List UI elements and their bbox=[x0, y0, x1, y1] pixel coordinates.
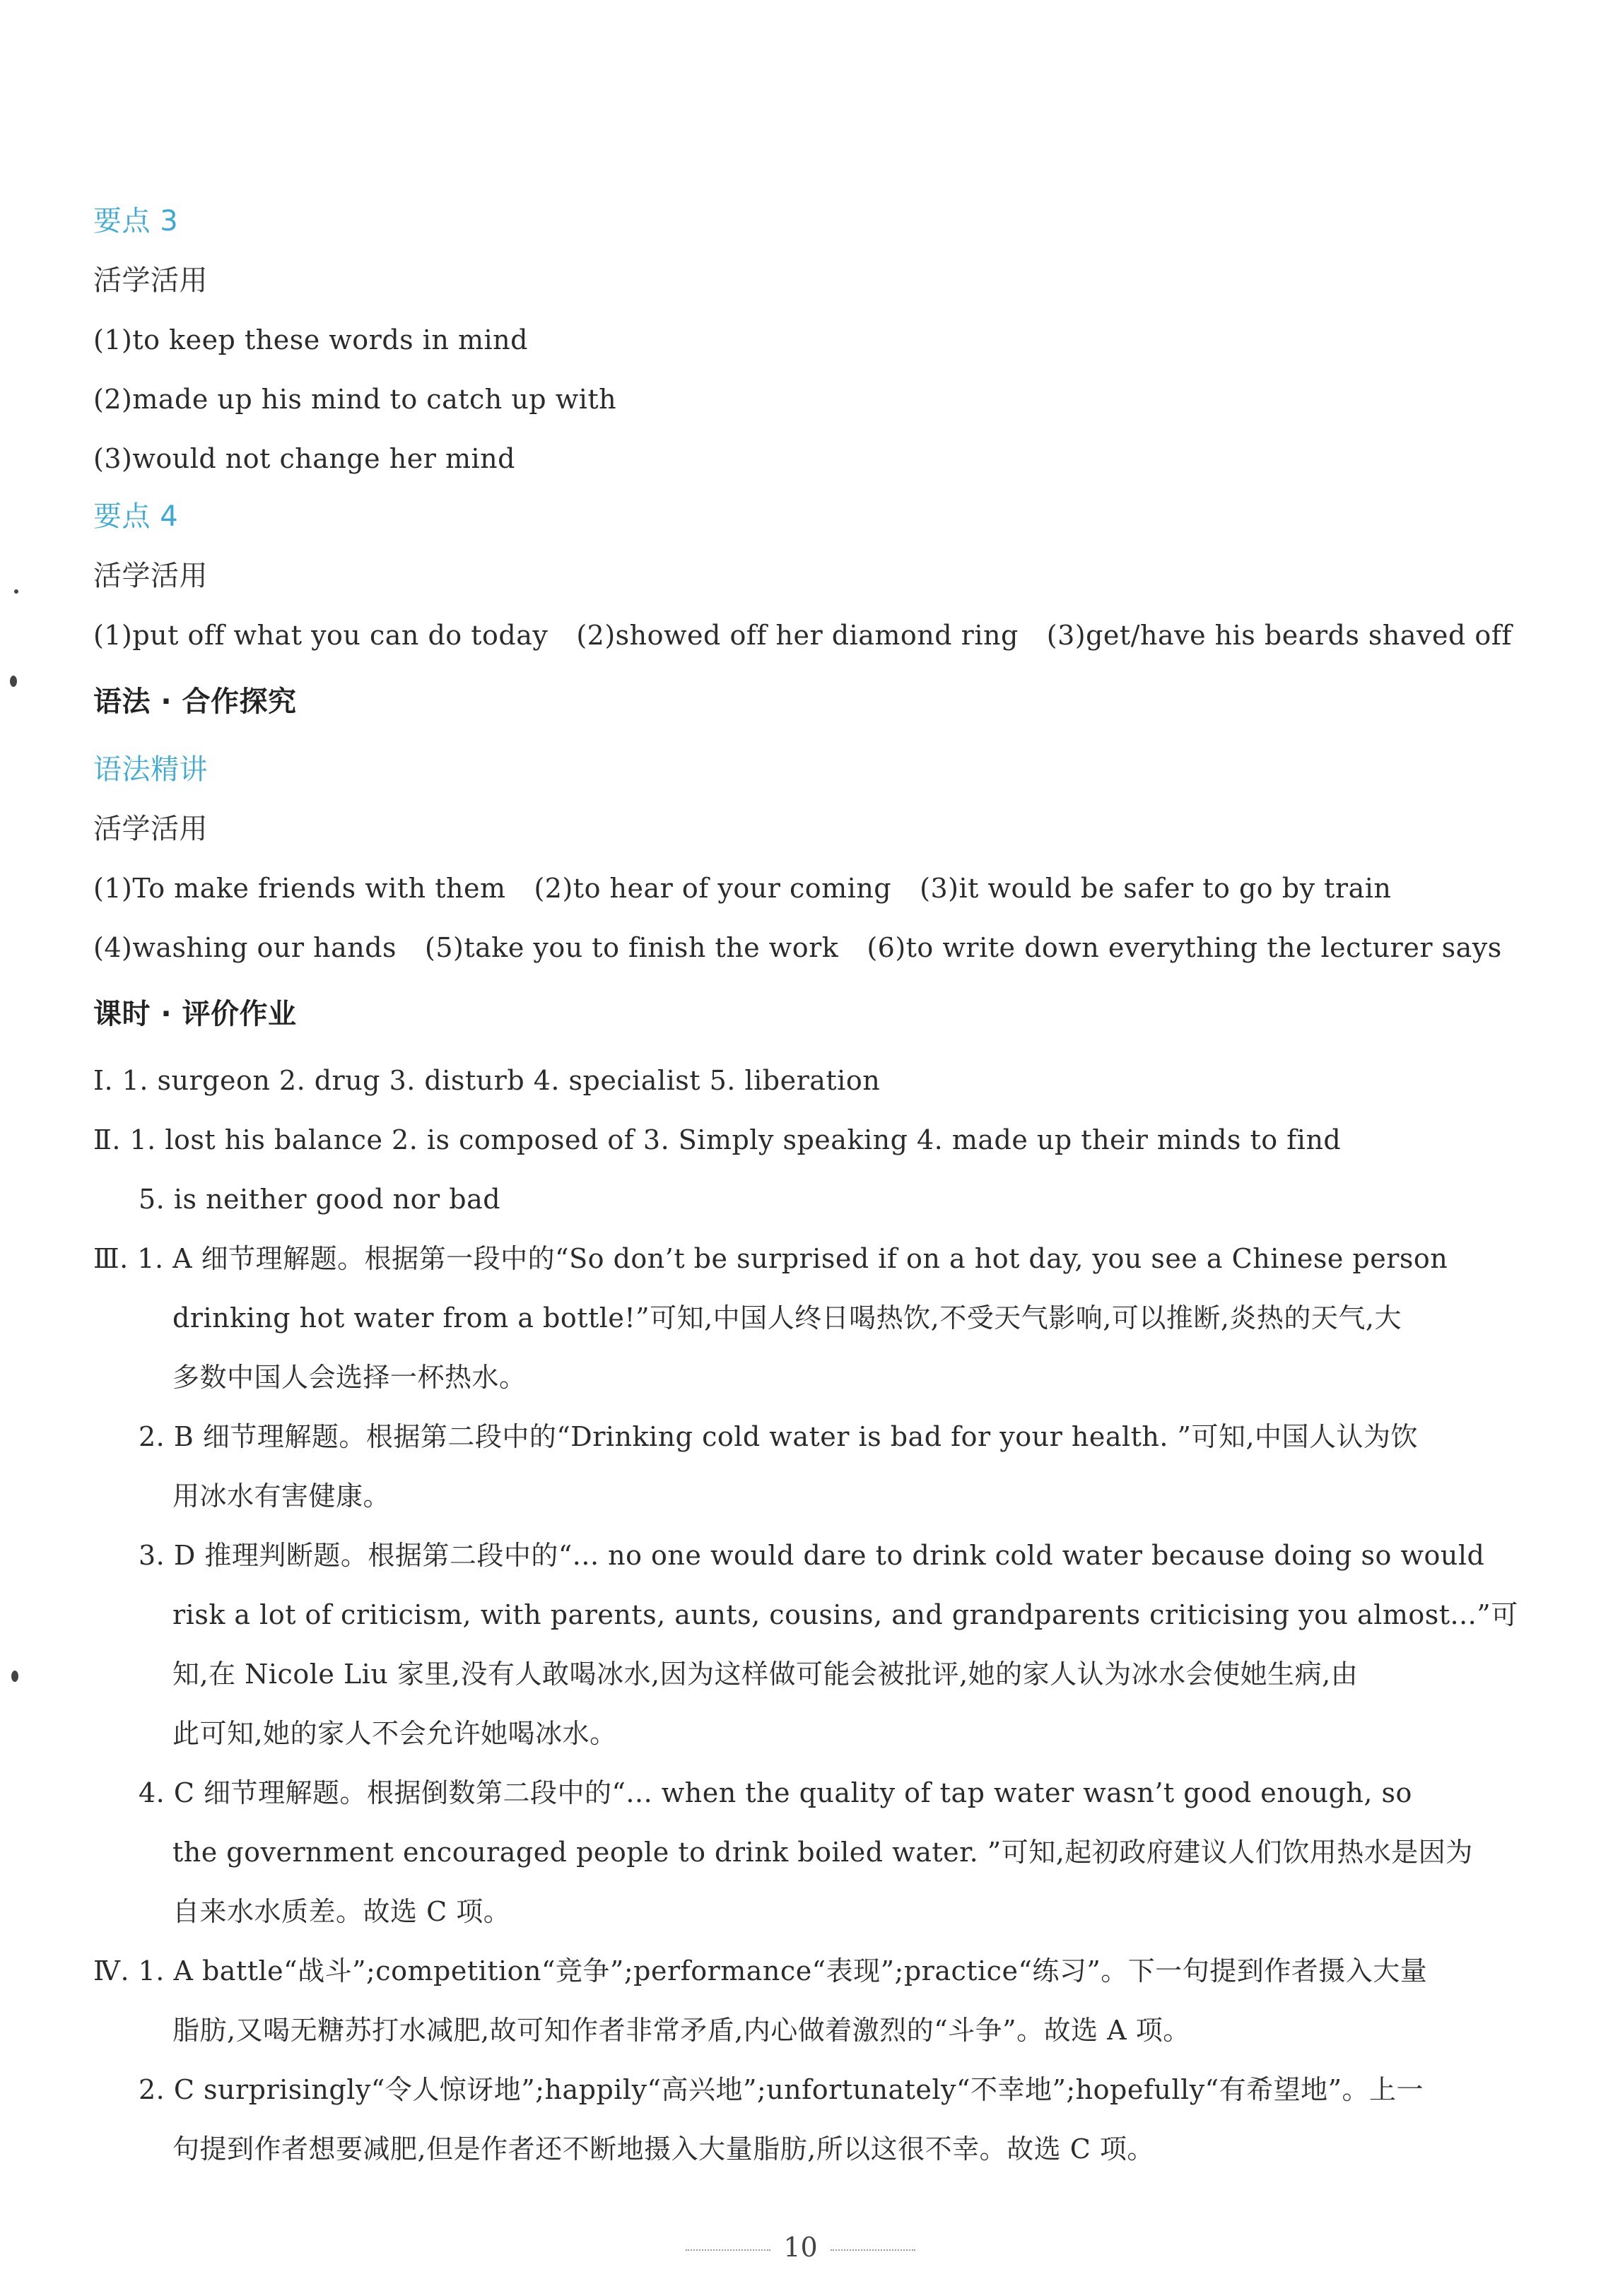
part-iii-q3-line1: 3. D 推理判断题。根据第二段中的“... no one would dare to drink cold water because doing so would bbox=[139, 1540, 1485, 1571]
section-title-homework: 课时 · 评价作业 bbox=[93, 998, 297, 1030]
part-iii-q3-line4: 此可知,她的家人不会允许她喝冰水。 bbox=[172, 1718, 617, 1749]
grammar-answer-6: (6)to write down everything the lecturer says bbox=[867, 932, 1502, 963]
part-iv-q2-line2: 句提到作者想要减肥,但是作者还不断地摄入大量脂肪,所以这很不幸。故选 C 项。 bbox=[172, 2133, 1154, 2165]
grammar-answer-1: (1)To make friends with them bbox=[93, 873, 506, 904]
grammar-answer-5: (5)take you to finish the work bbox=[425, 932, 839, 963]
answer-y3-1: (1)to keep these words in mind bbox=[93, 324, 528, 355]
margin-dot bbox=[14, 589, 18, 594]
answer-y3-3: (3)would not change her mind bbox=[93, 443, 515, 474]
answer-y4-row bbox=[93, 618, 1512, 653]
footer-rule-left bbox=[686, 2249, 770, 2251]
heading-yaodian-4: 要点 4 bbox=[93, 500, 179, 533]
part-iii-q1-line1: Ⅲ. 1. A 细节理解题。根据第一段中的“So don’t be surprised if on a hot day, you see a Chinese person bbox=[93, 1243, 1448, 1274]
label-huoxue-1: 活学活用 bbox=[93, 264, 208, 297]
grammar-row-2 bbox=[93, 930, 1502, 965]
margin-mark-2 bbox=[11, 1671, 18, 1682]
answer-y3-2: (2)made up his mind to catch up with bbox=[93, 384, 617, 415]
grammar-answer-3: (3)it would be safer to go by train bbox=[920, 873, 1392, 904]
part-iii-q2-line2: 用冰水有害健康。 bbox=[172, 1480, 391, 1512]
answer-y4-2: (2)showed off her diamond ring bbox=[576, 620, 1019, 651]
page-number: 10 bbox=[783, 2232, 818, 2263]
grammar-row-1 bbox=[93, 871, 1391, 906]
part-ii-answers-1: Ⅱ. 1. lost his balance 2. is composed of 3. Simply speaking 4. made up their minds to find bbox=[93, 1124, 1342, 1155]
part-iii-q4-line1: 4. C 细节理解题。根据倒数第二段中的“... when the quality of tap water wasn’t good enough, so bbox=[139, 1777, 1412, 1808]
heading-yaodian-3: 要点 3 bbox=[93, 205, 179, 237]
part-iii-q4-line2: the government encouraged people to drink boiled water. ”可知,起初政府建议人们饮用热水是因为 bbox=[172, 1837, 1473, 1868]
section-title-grammar: 语法 · 合作探究 bbox=[93, 685, 297, 718]
part-i-answers: Ⅰ. 1. surgeon 2. drug 3. disturb 4. specialist 5. liberation bbox=[93, 1065, 881, 1096]
page-footer bbox=[0, 2232, 1601, 2263]
label-huoxue-2: 活学活用 bbox=[93, 560, 208, 592]
part-iii-q1-line2: drinking hot water from a bottle!”可知,中国人终日喝热饮,不受天气影响,可以推断,炎热的天气,大 bbox=[172, 1302, 1402, 1334]
grammar-answer-2: (2)to hear of your coming bbox=[534, 873, 892, 904]
answer-y4-1: (1)put off what you can do today bbox=[93, 620, 549, 651]
label-huoxue-3: 活学活用 bbox=[93, 813, 208, 845]
margin-mark-1 bbox=[10, 676, 17, 687]
part-iii-q3-line2: risk a lot of criticism, with parents, aunts, cousins, and grandparents criticising you almost...”可 bbox=[172, 1599, 1518, 1630]
part-iii-q3-line3: 知,在 Nicole Liu 家里,没有人敢喝冰水,因为这样做可能会被批评,她的家人认为冰水会使她生病,由 bbox=[172, 1659, 1359, 1690]
part-iii-q4-line3: 自来水水质差。故选 C 项。 bbox=[172, 1896, 511, 1927]
part-iii-q1-line3: 多数中国人会选择一杯热水。 bbox=[172, 1362, 527, 1393]
answer-y4-3: (3)get/have his beards shaved off bbox=[1046, 620, 1512, 651]
footer-rule-right bbox=[831, 2249, 915, 2251]
part-iv-q1-line1: Ⅳ. 1. A battle“战斗”;competition“竞争”;performance“表现”;practice“练习”。下一句提到作者摄入大量 bbox=[93, 1955, 1428, 1986]
part-iv-q1-line2: 脂肪,又喝无糖苏打水减肥,故可知作者非常矛盾,内心做着激烈的“斗争”。故选 A 项。 bbox=[172, 2015, 1190, 2046]
part-iii-q2-line1: 2. B 细节理解题。根据第二段中的“Drinking cold water is bad for your health. ”可知,中国人认为饮 bbox=[139, 1421, 1419, 1452]
grammar-answer-4: (4)washing our hands bbox=[93, 932, 397, 963]
heading-grammar-sub: 语法精讲 bbox=[93, 753, 208, 786]
part-iv-q2-line1: 2. C surprisingly“令人惊讶地”;happily“高兴地”;unfortunately“不幸地”;hopefully“有希望地”。上一 bbox=[139, 2074, 1424, 2105]
part-ii-answers-2: 5. is neither good nor bad bbox=[139, 1184, 501, 1215]
